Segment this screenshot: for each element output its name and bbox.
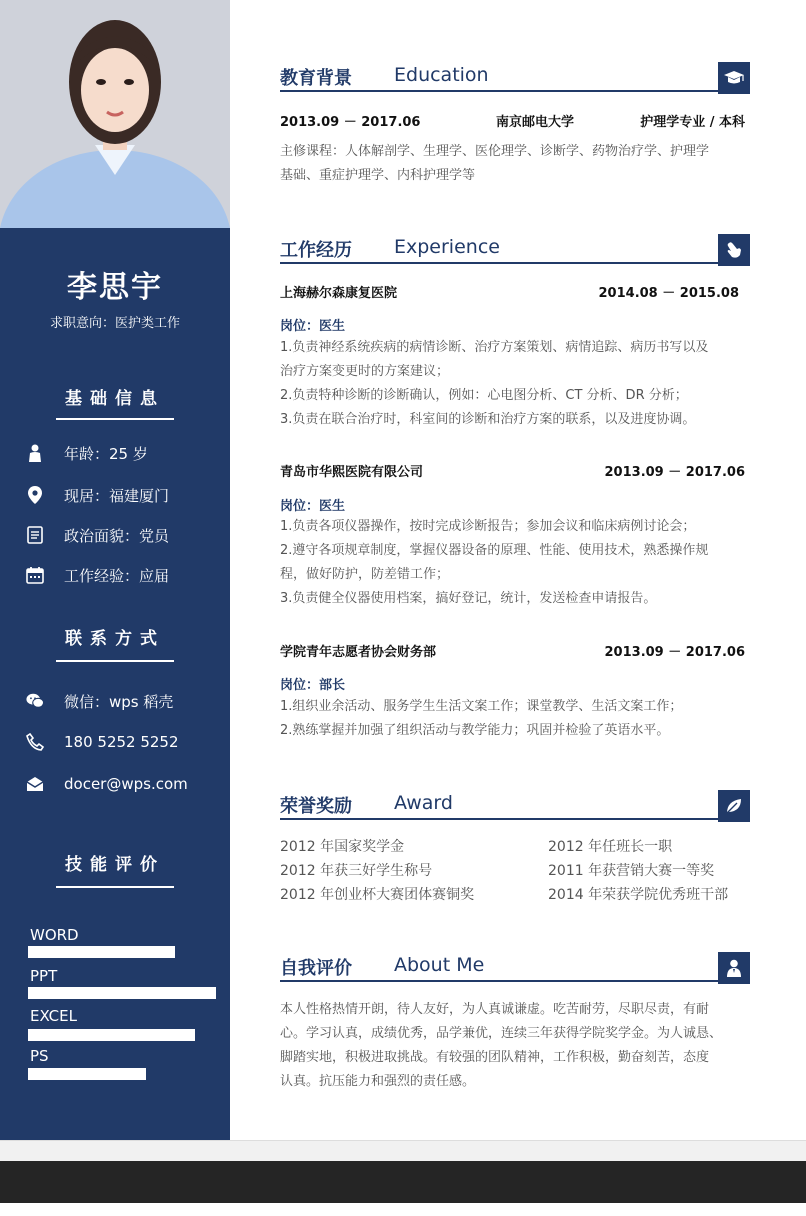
job-1-org: 上海赫尔森康复医院 — [280, 286, 398, 301]
skill-bar-ppt — [28, 987, 216, 999]
basic-info-experience: 工作经验：应届 — [26, 564, 226, 586]
job-1-duties: 1.负责神经系统疾病的病情诊断、治疗方案策划、病情追踪、病历书写以及 治疗方案变更时的方案建议； 2.负责特种诊断的诊断确认，例如：心电图分析、CT 分析、DR 分析； 3.负责在联合治疗时，科室间的诊断和治疗方案的联系，以及进度协调。 — [280, 340, 709, 427]
job-2-org: 青岛市华熙医院有限公司 — [280, 465, 424, 480]
award-title-cn: 荣誉奖励 — [280, 796, 352, 817]
hand-pointer-icon — [718, 234, 750, 266]
contact-title: 联系方式 — [65, 629, 165, 649]
education-courses: 主修课程：人体解剖学、生理学、医伦理学、诊断学、药物治疗学、护理学 基础、重症护理学、内科护理学等 — [280, 144, 710, 183]
award-left-2: 2012 年获三好学生称号 — [280, 863, 433, 879]
basic-info-politics: 政治面貌：党员 — [26, 524, 226, 546]
experience-title-cn: 工作经历 — [280, 240, 352, 261]
graduation-cap-icon — [718, 62, 750, 94]
education-period: 2013.09 － 2017.06 — [280, 115, 421, 130]
basic-info-location: 现居：福建厦门 — [26, 484, 226, 506]
contact-email: docer@wps.com — [26, 773, 226, 795]
wechat-icon — [26, 692, 44, 710]
award-left-3: 2012 年创业杯大赛团体赛铜奖 — [280, 887, 475, 903]
phone-icon — [26, 733, 44, 751]
skill-label-word: WORD — [30, 926, 79, 944]
job-3-org: 学院青年志愿者协会财务部 — [280, 645, 437, 660]
skill-bar-word — [28, 946, 216, 958]
skills-rule — [56, 886, 174, 888]
about-title-en: About Me — [394, 954, 485, 976]
sidebar — [0, 0, 230, 1140]
contact-wechat: 微信：wps 稻壳 — [26, 690, 226, 712]
skill-fill-word — [28, 946, 175, 958]
job-3-period: 2013.09 － 2017.06 — [604, 645, 745, 660]
award-title-en: Award — [394, 792, 453, 814]
experience-header — [280, 234, 750, 270]
skill-bar-excel — [28, 1029, 216, 1041]
candidate-name: 李思宇 — [67, 270, 163, 305]
job-1-role: 岗位：医生 — [280, 319, 346, 334]
about-title-cn: 自我评价 — [280, 958, 352, 979]
calendar-icon — [26, 566, 44, 584]
page-gap — [0, 1140, 806, 1162]
education-school: 南京邮电大学 — [496, 115, 575, 130]
about-text: 本人性格热情开朗，待人友好，为人真诚谦虚。吃苦耐劳，尽职尽责，有耐 心。学习认真，成绩优秀，品学兼优，连续三年获得学院奖学金。为人诚恳、 脚踏实地，积极进取挑战。有较强的团队精神，工作积极，勤奋刻苦，态度 认真。抗压能力和强烈的责任感。 — [280, 1002, 723, 1089]
education-major: 护理学专业 / 本科 — [640, 115, 745, 130]
job-objective: 求职意向：医护类工作 — [49, 316, 180, 331]
education-title-en: Education — [394, 64, 489, 86]
skill-label-excel: EXCEL — [30, 1007, 77, 1025]
skill-fill-ps — [28, 1068, 146, 1080]
award-rule — [280, 818, 720, 820]
basic-info-title: 基础信息 — [65, 389, 165, 409]
skill-label-ppt: PPT — [30, 967, 58, 985]
award-right-1: 2012 年任班长一职 — [548, 839, 673, 855]
basic-info-rule — [56, 418, 174, 420]
skill-fill-excel — [28, 1029, 195, 1041]
person-badge-icon — [718, 952, 750, 984]
mail-icon — [26, 775, 44, 793]
job-2-role: 岗位：医生 — [280, 499, 346, 514]
skills-title: 技能评价 — [65, 855, 165, 875]
education-rule — [280, 90, 720, 92]
award-header — [280, 790, 750, 826]
award-left-1: 2012 年国家奖学金 — [280, 839, 405, 855]
experience-rule — [280, 262, 720, 264]
job-1-period: 2014.08 － 2015.08 — [598, 286, 739, 301]
basic-info-age: 年龄：25 岁 — [26, 442, 226, 464]
contact-phone: 180 5252 5252 — [26, 731, 226, 753]
about-rule — [280, 980, 720, 982]
job-2-duties: 1.负责各项仪器操作，按时完成诊断报告；参加会议和临床病例讨论会； 2.遵守各项规章制度，掌握仪器设备的原理、性能、使用技术，熟悉操作规 程，做好防护，防差错工作； 3.负责健全仪器使用档案，搞好登记，统计，发送检查申请报告。 — [280, 519, 709, 606]
document-icon — [26, 526, 44, 544]
skill-label-ps: PS — [30, 1047, 49, 1065]
award-right-3: 2014 年荣获学院优秀班干部 — [548, 887, 729, 903]
job-3-duties: 1.组织业余活动、服务学生生活文案工作；课堂教学、生活文案工作； 2.熟练掌握并加强了组织活动与教学能力；巩固并检验了英语水平。 — [280, 699, 683, 738]
award-right-2: 2011 年获营销大赛一等奖 — [548, 863, 715, 879]
skill-fill-ppt — [28, 987, 216, 999]
profile-photo — [0, 0, 230, 228]
job-3-role: 岗位：部长 — [280, 678, 346, 693]
contact-rule — [56, 660, 174, 662]
skill-bar-ps — [28, 1068, 216, 1080]
location-pin-icon — [26, 486, 44, 504]
education-title-cn: 教育背景 — [280, 68, 352, 89]
education-header — [280, 62, 750, 98]
person-icon — [26, 444, 44, 462]
experience-title-en: Experience — [394, 236, 500, 258]
job-2-period: 2013.09 － 2017.06 — [604, 465, 745, 480]
bottom-toolbar — [0, 1161, 806, 1203]
about-header — [280, 952, 750, 988]
leaf-icon — [718, 790, 750, 822]
